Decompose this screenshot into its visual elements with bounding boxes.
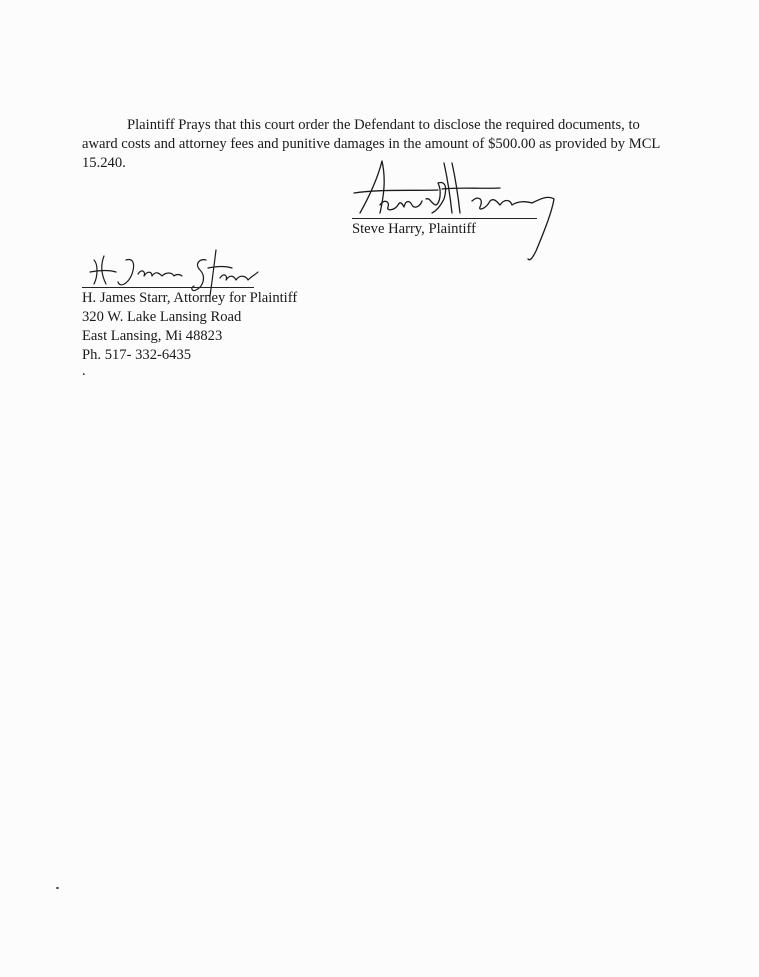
- attorney-name-line: H. James Starr, Attorney for Plaintiff: [82, 290, 298, 306]
- plaintiff-name: Steve Harry, Plaintiff: [352, 221, 477, 237]
- trailing-mark: .: [82, 363, 86, 379]
- attorney-street-address: 320 W. Lake Lansing Road: [82, 309, 242, 325]
- plaintiff-signature-line: [352, 218, 537, 219]
- prayer-paragraph: Plaintiff Prays that this court order the Defendant to disclose the required documents, to award costs and attorney fees and punitive damages in the amount of $500.00 as provided by MCL 15.240.: [82, 117, 660, 171]
- attorney-phone: Ph. 517- 332-6435: [82, 347, 192, 363]
- plaintiff-signature-image: [340, 155, 570, 265]
- plaintiff-signature-block: [340, 155, 570, 265]
- attorney-city-state-zip: East Lansing, Mi 48823: [82, 328, 223, 344]
- attorney-contact-block: [82, 289, 297, 365]
- attorney-signature-line: [82, 287, 254, 288]
- scan-speck: [56, 887, 59, 889]
